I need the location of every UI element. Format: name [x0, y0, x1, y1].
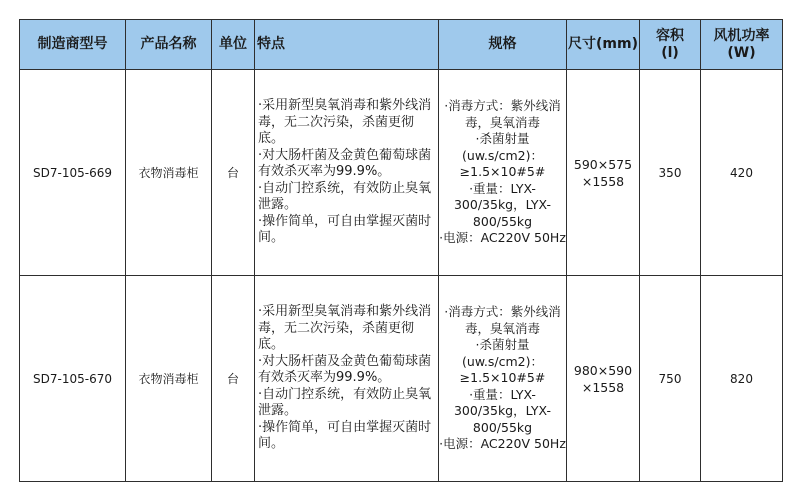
- model-cell: SD7-105-669: [20, 70, 126, 276]
- product-name-cell: 衣物消毒柜: [126, 276, 212, 482]
- header-capacity-line2: (l): [661, 44, 679, 61]
- product-name-cell: 衣物消毒柜: [126, 70, 212, 276]
- features-cell: [255, 276, 439, 482]
- header-power-line2: (W): [727, 44, 756, 61]
- header-model: 制造商型号: [20, 20, 126, 70]
- size-line1: 980×590: [573, 362, 633, 378]
- size-line2: ×1558: [581, 173, 625, 189]
- header-power-line1: 风机功率: [713, 27, 770, 44]
- header-features: 特点: [255, 20, 439, 70]
- features-list: [255, 98, 438, 247]
- feature-item: ·对大肠杆菌及金黄色葡萄球菌有效杀灭率为99.9%。: [258, 147, 432, 180]
- table-row: [20, 276, 783, 482]
- size-cell: [567, 70, 640, 276]
- power-cell: 420: [701, 70, 783, 276]
- product-spec-table: [19, 19, 783, 482]
- specs-list: [439, 304, 566, 453]
- specs-cell: [439, 70, 567, 276]
- feature-item: ·自动门控系统，有效防止臭氧泄露。: [258, 180, 432, 213]
- size-line1: 590×575: [573, 156, 633, 172]
- power-cell: 820: [701, 276, 783, 482]
- header-capacity: [640, 20, 701, 70]
- feature-item: ·采用新型臭氧消毒和紫外线消毒，无二次污染，杀菌更彻底。: [258, 304, 432, 353]
- capacity-cell: 350: [640, 70, 701, 276]
- spec-item: ·杀菌射量(uw.s/cm2)：≥1.5×10#5#: [459, 337, 546, 386]
- table-row: [20, 70, 783, 276]
- header-specs: 规格: [439, 20, 567, 70]
- features-list: [255, 304, 438, 453]
- spec-item: ·消毒方式：紫外线消毒，臭氧消毒: [444, 98, 561, 130]
- spec-item: ·重量：LYX-300/35kg，LYX-800/55kg: [453, 386, 552, 435]
- header-size: 尺寸(mm): [567, 20, 640, 70]
- header-row: [20, 20, 783, 70]
- feature-item: ·自动门控系统，有效防止臭氧泄露。: [258, 386, 432, 419]
- capacity-cell: 750: [640, 276, 701, 482]
- specs-list: [439, 98, 566, 247]
- spec-item: ·电源：AC220V 50Hz: [439, 436, 566, 452]
- feature-item: ·操作简单，可自由掌握灭菌时间。: [258, 419, 432, 452]
- size-line2: ×1558: [581, 379, 625, 395]
- features-cell: [255, 70, 439, 276]
- header-power: [701, 20, 783, 70]
- header-unit: 单位: [212, 20, 255, 70]
- model-cell: SD7-105-670: [20, 276, 126, 482]
- spec-item: ·电源：AC220V 50Hz: [439, 230, 566, 246]
- unit-cell: 台: [212, 276, 255, 482]
- header-product-name: 产品名称: [126, 20, 212, 70]
- size-cell: [567, 276, 640, 482]
- header-capacity-line1: 容积: [656, 27, 684, 44]
- feature-item: ·操作简单，可自由掌握灭菌时间。: [258, 213, 432, 246]
- spec-item: ·消毒方式：紫外线消毒，臭氧消毒: [444, 304, 561, 336]
- spec-item: ·杀菌射量(uw.s/cm2)：≥1.5×10#5#: [459, 131, 546, 180]
- spec-item: ·重量：LYX-300/35kg，LYX-800/55kg: [453, 180, 552, 229]
- feature-item: ·对大肠杆菌及金黄色葡萄球菌有效杀灭率为99.9%。: [258, 353, 432, 386]
- specs-cell: [439, 276, 567, 482]
- feature-item: ·采用新型臭氧消毒和紫外线消毒，无二次污染，杀菌更彻底。: [258, 98, 432, 147]
- unit-cell: 台: [212, 70, 255, 276]
